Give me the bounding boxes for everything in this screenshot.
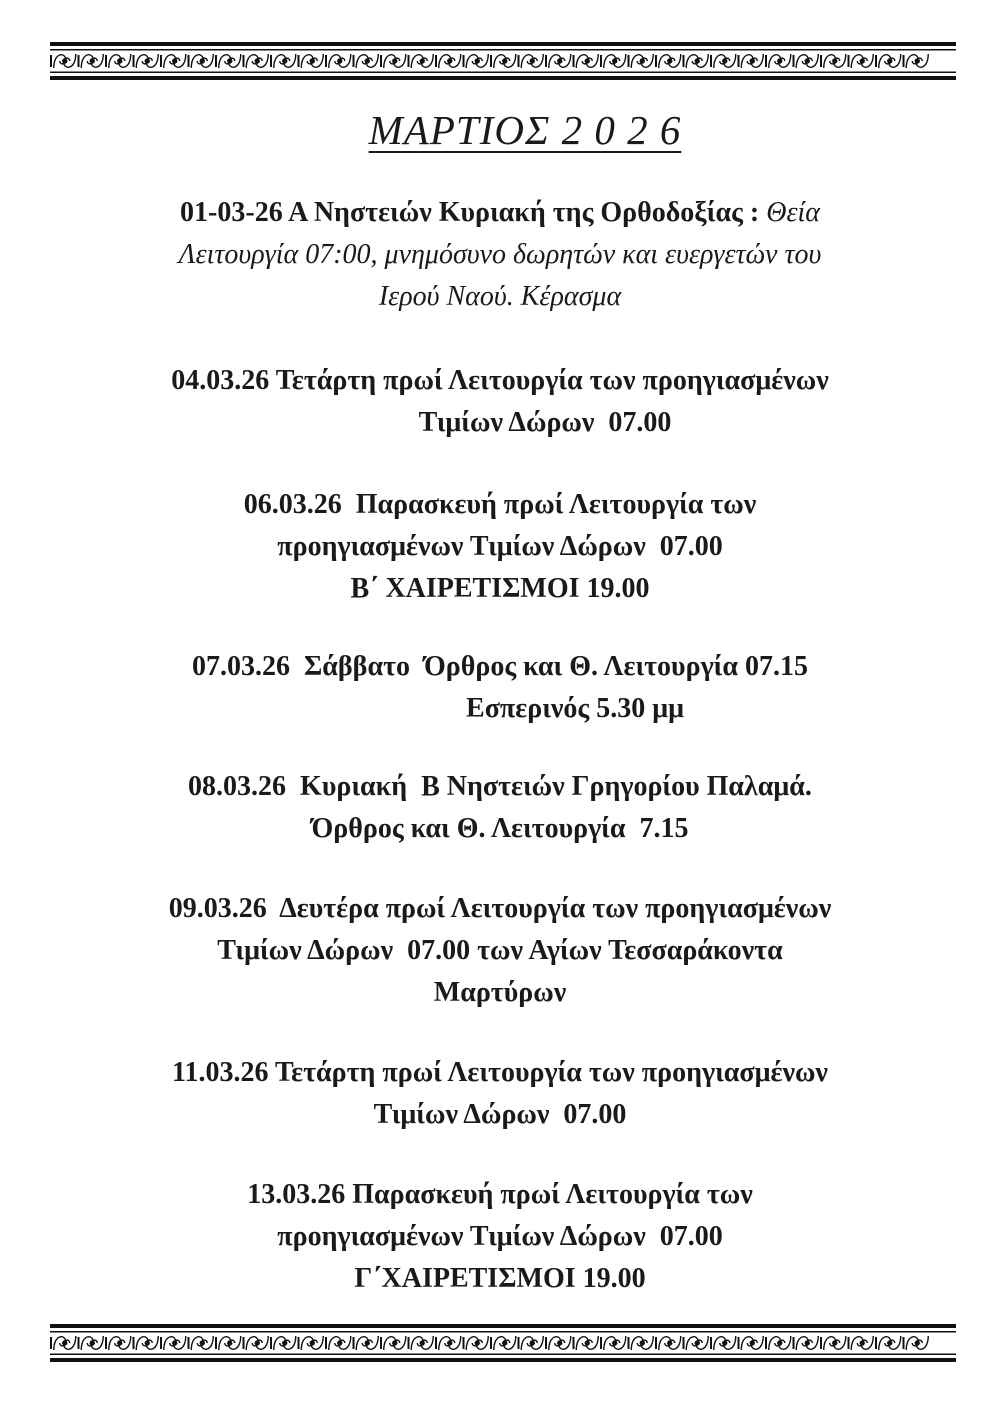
entry-line: Μαρτύρων bbox=[433, 977, 567, 1008]
entry-line: Όρθρος και Θ. Λειτουργία 7.15 bbox=[311, 813, 689, 844]
schedule-entry-1 bbox=[60, 192, 940, 318]
entry-line: Λειτουργία 07:00, μνημόσυνο δωρητών και ευεργετών του bbox=[178, 239, 822, 270]
schedule-entry-2 bbox=[60, 360, 940, 444]
entry-line: 11.03.26 Τετάρτη πρωί Λειτουργία των προηγιασμένων bbox=[172, 1057, 828, 1088]
schedule-entry-4 bbox=[60, 646, 940, 730]
ornament-border-bottom bbox=[50, 1324, 956, 1362]
entry-line: Γ΄ΧΑΙΡΕΤΙΣΜΟΙ 19.00 bbox=[354, 1263, 646, 1294]
ornament-border-top bbox=[50, 42, 956, 80]
entry-line-bold: 01-03-26 Α Νηστειών Κυριακή της Ορθοδοξίας : bbox=[180, 197, 767, 228]
entry-line-italic: Θεία bbox=[766, 197, 820, 228]
schedule-entry-7 bbox=[60, 1052, 940, 1136]
entry-line: 04.03.26 Τετάρτη πρωί Λειτουργία των προηγιασμένων bbox=[171, 365, 829, 396]
entry-line: 13.03.26 Παρασκευή πρωί Λειτουργία των bbox=[247, 1179, 753, 1210]
entry-line: Τιμίων Δώρων 07.00 bbox=[373, 1099, 627, 1130]
schedule-entry-6 bbox=[60, 888, 940, 1014]
entry-line: προηγιασμένων Τιμίων Δώρων 07.00 bbox=[277, 531, 723, 562]
greek-ornament-border-icon bbox=[50, 1324, 956, 1362]
entry-line: 07.03.26 Σάββατο Όρθρος και Θ. Λειτουργία 07.15 bbox=[192, 651, 808, 682]
entry-line: Τιμίων Δώρων 07.00 bbox=[418, 407, 672, 438]
entry-line: Β΄ ΧΑΙΡΕΤΙΣΜΟΙ 19.00 bbox=[350, 573, 650, 604]
schedule-entry-3 bbox=[60, 484, 940, 610]
entry-line: Ιερού Ναού. Κέρασμα bbox=[378, 281, 622, 312]
entry-line: 06.03.26 Παρασκευή πρωί Λειτουργία των bbox=[243, 489, 757, 520]
entry-line: Τιμίων Δώρων 07.00 των Αγίων Τεσσαράκοντα bbox=[217, 935, 783, 966]
greek-ornament-border-icon bbox=[50, 42, 956, 80]
entry-line: Εσπερινός 5.30 μμ bbox=[466, 693, 684, 724]
entry-line: 08.03.26 Κυριακή Β Νηστειών Γρηγορίου Παλαμά. bbox=[188, 771, 812, 802]
page-title: ΜΑΡΤΙΟΣ 2 0 2 6 bbox=[368, 107, 682, 153]
schedule-entry-8 bbox=[60, 1174, 940, 1300]
entry-line: 09.03.26 Δευτέρα πρωί Λειτουργία των προηγιασμένων bbox=[168, 893, 832, 924]
entry-line bbox=[60, 192, 940, 234]
schedule-entry-5 bbox=[60, 766, 940, 850]
entry-line: προηγιασμένων Τιμίων Δώρων 07.00 bbox=[277, 1221, 723, 1252]
